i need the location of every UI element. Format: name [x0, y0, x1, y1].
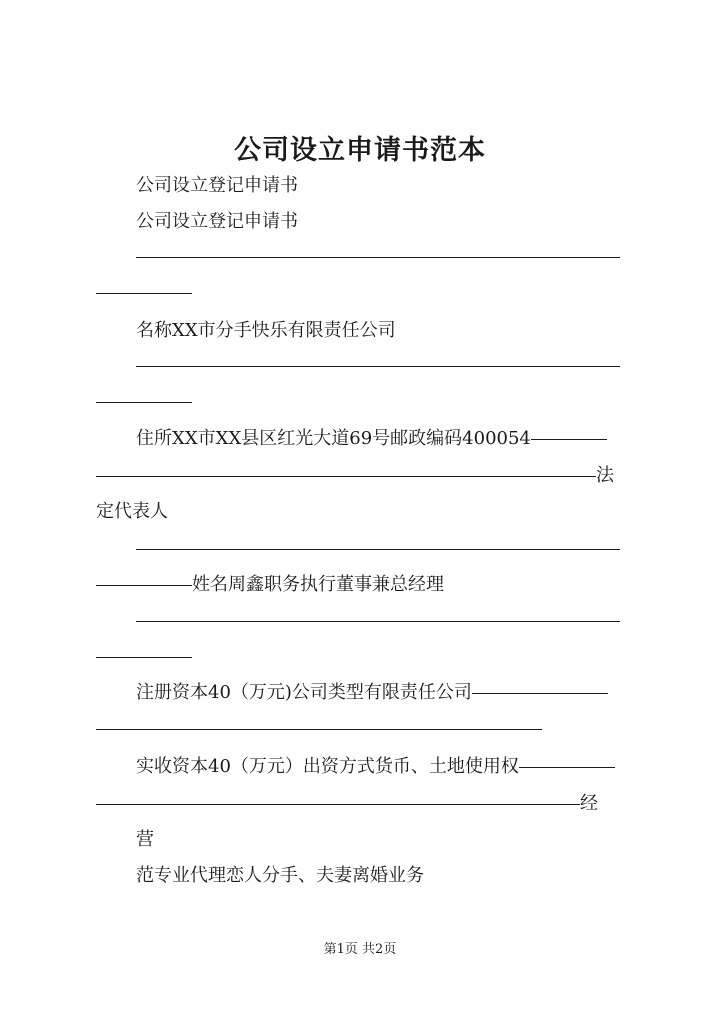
person-line: [96, 573, 444, 597]
capital-line: [136, 681, 608, 705]
scope-suffix: 经: [580, 793, 598, 814]
separator-rule: [96, 390, 192, 414]
fill-rule: [96, 585, 192, 586]
separator-rule: [96, 281, 192, 305]
subtitle-line-2: 公司设立登记申请书: [136, 211, 298, 232]
document-title: 公司设立申请书范本: [234, 135, 486, 166]
subtitle-line-1: 公司设立登记申请书: [136, 175, 298, 196]
fill-rule: [96, 476, 596, 477]
paidin-line: [136, 755, 615, 779]
scope-line: [96, 792, 598, 816]
fill-rule: [519, 767, 615, 768]
separator-rule: [136, 609, 620, 633]
scope-wrap: 营: [136, 829, 154, 850]
legal-rep-wrap: 定代表人: [96, 501, 168, 522]
fill-rule: [472, 693, 608, 694]
fill-rule: [96, 804, 580, 805]
company-name-line: 名称XX市分手快乐有限责任公司: [136, 320, 396, 341]
business-scope-line: 范专业代理恋人分手、夫妻离婚业务: [136, 865, 424, 886]
separator-rule: [136, 245, 620, 269]
legal-rep-suffix: 法: [596, 465, 614, 486]
fill-rule: [531, 439, 607, 440]
page-footer: 第1页 共2页: [323, 942, 397, 957]
separator-rule: [136, 354, 620, 378]
person-text: 姓名周鑫职务执行董事兼总经理: [192, 574, 444, 595]
address-text: 住所XX市XX县区红光大道69号邮政编码400054: [136, 428, 531, 449]
separator-rule: [96, 717, 542, 741]
separator-rule: [136, 537, 620, 561]
address-line: [136, 427, 607, 451]
capital-text: 注册资本40（万元)公司类型有限责任公司: [136, 682, 472, 703]
paidin-text: 实收资本40（万元）出资方式货币、土地使用权: [136, 756, 519, 777]
separator-rule: [96, 645, 192, 669]
legal-rep-line: [96, 464, 614, 488]
